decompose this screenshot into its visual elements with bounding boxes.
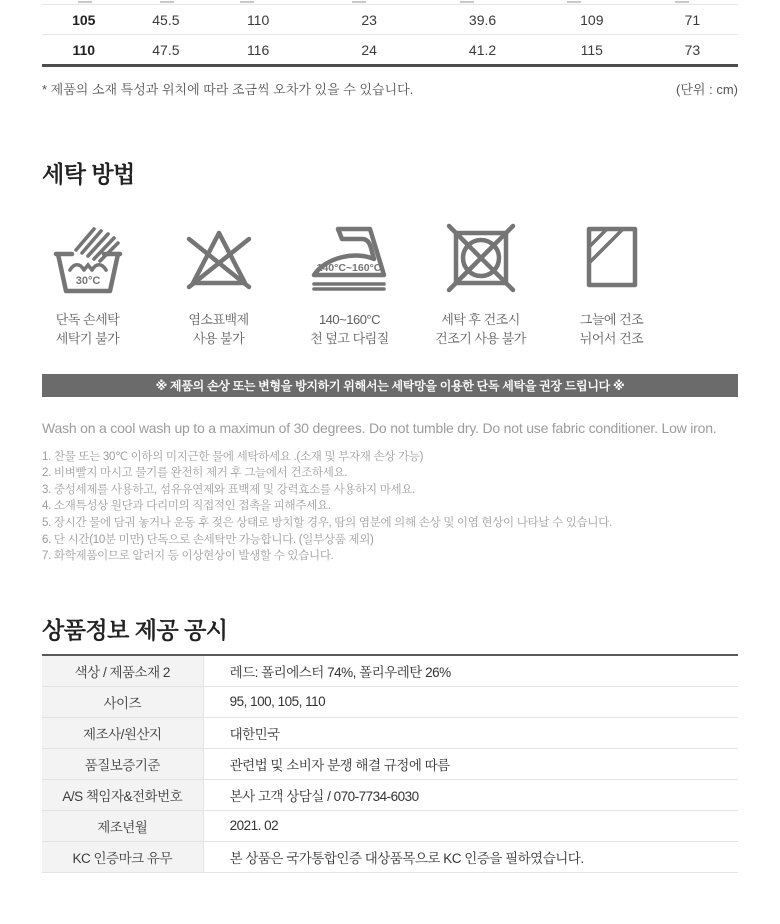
cut-text-remnant (78, 1, 92, 3)
cut-text-remnant (160, 1, 174, 3)
product-info-title: 상품정보 제공 공시 (42, 616, 228, 643)
no-bleach-icon (181, 215, 257, 299)
wash-method-title: 세탁 방법 (42, 161, 135, 187)
size-cell: 39.6 (468, 11, 497, 28)
size-cell: 110 (72, 41, 96, 58)
size-cell: 73 (684, 41, 701, 58)
info-value: 본사 고객 상담실 / 070-7734-6030 (229, 788, 419, 804)
shade-dry-icon (574, 215, 650, 299)
info-value: 95, 100, 105, 110 (229, 694, 326, 710)
care-instruction: 6. 단 시간(10분 미만) 단독으로 손세탁만 가능합니다. (일부상품 제외) (42, 533, 374, 546)
laundry-icons-row (22, 215, 738, 349)
size-tolerance-note: * 제품의 소재 특성과 위치에 따라 조금씩 오차가 있을 수 있습니다. (42, 82, 414, 97)
svg-text:30°C: 30°C (75, 275, 100, 287)
icon-label: 그늘에 건조 뉘어서 건조 (579, 312, 644, 346)
size-table (42, 5, 738, 67)
info-label: 품질보증기준 (42, 749, 204, 779)
table-row (42, 748, 738, 779)
cut-text-remnant (240, 1, 254, 3)
size-table-row (42, 34, 738, 64)
size-cell: 116 (246, 41, 270, 58)
laundry-icon-hand-wash (22, 215, 153, 349)
cut-text-remnant (567, 1, 581, 3)
table-row (42, 810, 738, 841)
size-cell: 41.2 (468, 41, 497, 58)
info-label: 제조년월 (42, 811, 204, 841)
hand-wash-30c-icon (50, 215, 126, 299)
size-table-row (42, 5, 738, 34)
product-info-table (42, 654, 738, 873)
info-value: 레드: 폴리에스터 74%, 폴리우레탄 26% (229, 664, 451, 680)
wash-warning-banner: ※ 제품의 손상 또는 변형을 방지하기 위해서는 세탁망을 이용한 단독 세탁을 권장 드립니다 ※ (42, 374, 738, 397)
table-row (42, 686, 738, 717)
laundry-icon-no-tumble-dry (415, 215, 546, 349)
iron-140-160-icon (310, 215, 390, 299)
unit-note: (단위 : cm) (676, 82, 738, 97)
icon-label: 140~160°C 천 덮고 다림질 (310, 312, 389, 346)
cut-off-row (42, 0, 738, 5)
care-instruction: 3. 중성세제를 사용하고, 섬유유연제와 표백제 및 강력효소를 사용하지 마세요. (42, 483, 416, 496)
size-table-notes (42, 79, 738, 98)
svg-text:140°C~160°C: 140°C~160°C (316, 262, 381, 274)
icon-label: 세탁 후 건조시 건조기 사용 불가 (435, 312, 526, 346)
size-cell: 23 (361, 11, 377, 28)
info-label: KC 인증마크 유무 (42, 842, 204, 872)
care-instruction: 5. 장시간 물에 담궈 놓거나 운동 후 젖은 상태로 방치할 경우, 땀의 염분에 의해 손상 및 이염 현상이 나타날 수 있습니다. (42, 517, 612, 530)
info-value: 대한민국 (229, 726, 280, 742)
table-row (42, 656, 738, 686)
icon-label: 단독 손세탁 세탁기 불가 (55, 312, 120, 346)
info-label: A/S 책임자&전화번호 (42, 780, 204, 810)
info-label: 사이즈 (42, 687, 204, 717)
table-row (42, 717, 738, 748)
size-cell: 47.5 (152, 41, 180, 58)
no-tumble-dry-icon (443, 215, 519, 299)
table-row (42, 779, 738, 810)
size-cell: 45.5 (152, 11, 180, 28)
size-cell: 24 (361, 41, 377, 58)
info-value: 본 상품은 국가통합인증 대상품목으로 KC 인증을 필하였습니다. (229, 850, 584, 866)
english-care-note: Wash on a cool wash up to a maximun of 30 degrees. Do not tumble dry. Do not use fabric conditioner. Low iron. (42, 419, 717, 436)
size-cell: 105 (72, 11, 96, 28)
size-cell: 110 (246, 11, 270, 28)
care-instruction: 4. 소재특성상 원단과 다리미의 직접적인 접촉을 피해주세요. (42, 500, 331, 513)
care-instruction-list (42, 449, 738, 565)
cut-text-remnant (675, 1, 689, 3)
size-cell: 71 (684, 11, 701, 28)
care-instruction: 7. 화학제품이므로 알러지 등 이상현상이 발생할 수 있습니다. (42, 550, 334, 563)
icon-label: 염소표백제 사용 불가 (188, 312, 249, 346)
cut-text-remnant (352, 1, 366, 3)
size-cell: 115 (580, 41, 603, 58)
care-instruction: 2. 비벼빨지 마시고 물기를 완전히 제거 후 그늘에서 건조하세요. (42, 467, 348, 480)
info-value: 관련법 및 소비자 분쟁 해결 규정에 따름 (229, 757, 450, 773)
care-instruction: 1. 찬물 또는 30℃ 이하의 미지근한 물에 세탁하세요 .(소재 및 부자재 손상 가능) (42, 450, 424, 463)
info-label: 색상 / 제품소재 2 (42, 656, 204, 686)
laundry-icon-no-bleach (153, 215, 284, 349)
info-value: 2021. 02 (229, 818, 279, 834)
info-label: 제조사/원산지 (42, 718, 204, 748)
laundry-icon-iron (284, 215, 415, 349)
table-row (42, 841, 738, 872)
cut-text-remnant (460, 1, 474, 3)
laundry-icon-shade-dry (546, 215, 677, 349)
size-cell: 109 (580, 11, 604, 28)
